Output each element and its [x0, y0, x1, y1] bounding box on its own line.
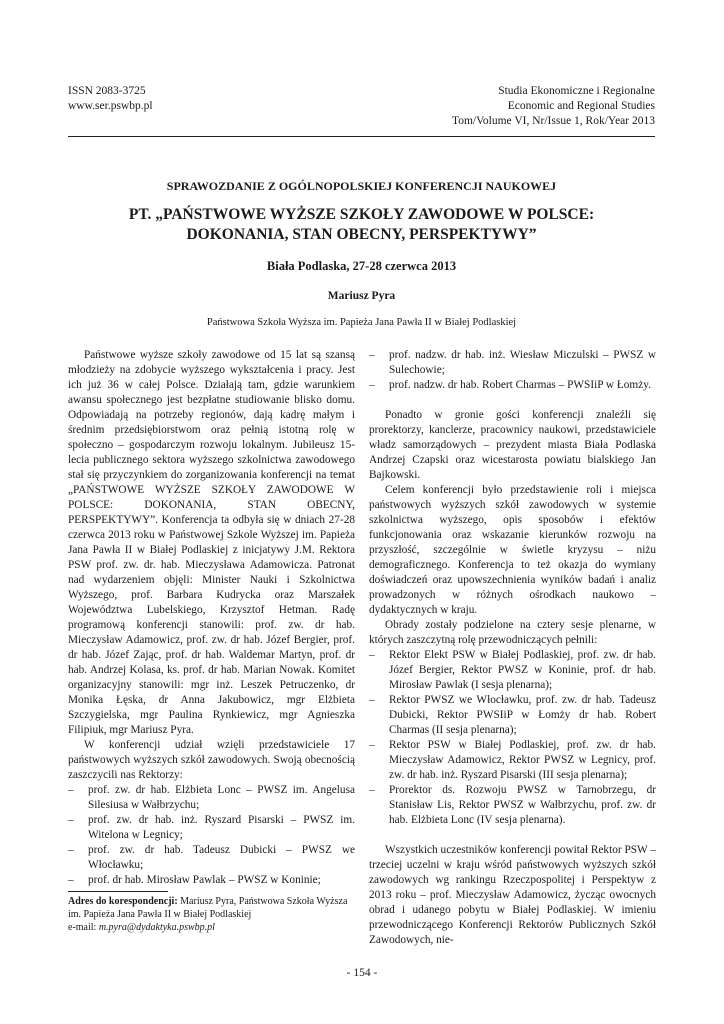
- author-affiliation: Państwowa Szkoła Wyższa im. Papieża Jana Pawła II w Białej Podlaskiej: [206, 317, 517, 328]
- list-item: – prof. zw. dr hab. inż. Ryszard Pisarski – PWSZ im. Witelona w Legnicy;: [68, 814, 355, 841]
- place-date: Biała Podlaska, 27-28 czerwca 2013: [266, 259, 457, 273]
- header-left: [68, 84, 153, 114]
- list-item: – Rektor Elekt PSW w Białej Podlaskiej, prof. zw. dr hab. Józef Bergier, Rektor PWSZ w Koninie, prof. dr hab. Mirosław Pawlak (I sesja plenarna);: [369, 649, 656, 691]
- email-label: e-mail:: [68, 922, 97, 933]
- correspondence-footnote: [68, 895, 358, 934]
- list-item: – Rektor PSW w Białej Podlaskiej, prof. zw. dr hab. Mieczysław Adamowicz, Rektor PWSZ w Legnicy, prof. zw. dr hab. inż. Ryszard Pisarski (III sesja plenarna);: [369, 739, 656, 781]
- dash-marker: –: [68, 844, 74, 856]
- author-name: Mariusz Pyra: [327, 290, 396, 302]
- dash-marker: –: [369, 649, 375, 661]
- list-item: – prof. nadzw. dr hab. inż. Wiesław Miczulski – PWSZ w Sulechowie;: [369, 349, 656, 376]
- volume-info: Tom/Volume VI, Nr/Issue 1, Rok/Year 2013: [451, 115, 655, 127]
- article-title: [68, 205, 655, 245]
- dash-marker: –: [68, 874, 74, 886]
- paragraph-guests: Ponadto w gronie gości konferencji znaleźli się prorektorzy, kanclerze, pracownicy naukowi, przedstawiciele władz samorządowych – prezydent miasta Biała Podlaska Andrzej Czapski oraz wicestarosta powiatu bialskiego Jan Bajkowski.: [369, 409, 656, 481]
- issn: ISSN 2083-3725: [68, 85, 146, 97]
- footnote-label: Adres do korespondencji:: [68, 896, 178, 907]
- list-item: – Prorektor ds. Rozwoju PWSZ w Tarnobrzegu, dr Stanisław Lis, Rektor PWSZ w Wałbrzychu, prof. zw. dr hab. Elżbieta Lonc (IV sesja plenarna).: [369, 784, 656, 826]
- footnote-divider: [68, 891, 168, 892]
- paragraph-welcome: Wszystkich uczestników konferencji powitał Rektor PSW – trzeciej uczelni w kraju wśród państwowych wyższych szkół zawodowych wg rankingu Rzeczpospolitej i Perspektyw z 2013 roku – prof. Mieczysław Adamowicz, życząc owocnych obrad i udanego pobytu w Białej Podlaskiej. W imieniu przewodniczącego Konferencji Rektorów Publicznych Szkół Zawodowych, nie-: [369, 844, 656, 946]
- website-link[interactable]: www.ser.pswbp.pl: [68, 100, 153, 112]
- journal-name-pl: Studia Ekonomiczne i Regionalne: [498, 85, 655, 97]
- list-item: – prof. nadzw. dr hab. Robert Charmas – PWSIiP w Łomży.: [369, 379, 651, 391]
- list-item: – Rektor PWSZ we Włocławku, prof. zw. dr hab. Tadeusz Dubicki, Rektor PWSIiP w Łomży dr hab. Robert Charmas (II sesja plenarna);: [369, 694, 656, 736]
- email-link[interactable]: m.pyra@dydaktyka.pswbp.pl: [98, 922, 215, 933]
- dash-marker: –: [369, 694, 375, 706]
- dash-marker: –: [369, 349, 375, 361]
- dash-marker: –: [369, 379, 375, 391]
- dash-marker: –: [369, 739, 375, 751]
- list-item: – prof. zw. dr hab. Elżbieta Lonc – PWSZ im. Angelusa Silesiusa w Wałbrzychu;: [68, 784, 355, 811]
- journal-name-en: Economic and Regional Studies: [507, 100, 655, 112]
- dash-marker: –: [369, 784, 375, 796]
- right-column: [369, 348, 656, 948]
- rectors-list: [68, 783, 355, 888]
- dash-marker: –: [68, 814, 74, 826]
- dash-marker: –: [68, 784, 74, 796]
- paragraph-intro: Państwowe wyższe szkoły zawodowe od 15 lat są szansą młodzieży na zdobycie wyższego wykształcenia i pracy. Jest ich już 36 w całej Polsce. Działają tam, gdzie warunkiem awansu społecznego jest bezpłatne studiowanie blisko domu. Odpowiadają na potrzeby regionów, dają kadrę małym i średnim przedsiębiorstwom oraz pełnią istotną rolę w społeczno – gospodarczym rozwoju lokalnym. Jubileusz 15-lecia publicznego sektora wyższego szkolnictwa zawodowego stał się przyczynkiem do zorganizowania konferencji na temat „PAŃSTWOWE WYŻSZE SZKOŁY ZAWODOWE W POLSCE: DOKONANIA, STAN OBECNY, PERSPEKTYWY”. Konferencja ta odbyła się w dniach 27-28 czerwca 2013 roku w Państwowej Szkole Wyższej im. Papieża Jana Pawła II w Białej Podlaskiej z inicjatywy J.M. Rektora PSW prof. zw. dr. hab. Mieczysława Adamowicza. Patronat nad wydarzeniem objęli: Minister Nauki i Szkolnictwa Wyższego, prof. Barbara Kudrycka oraz Marszałek Województwa Lubelskiego, Krzysztof Hetman. Radę programową konferencji stanowili: prof. zw. dr hab. Mieczysław Adamowicz, prof. zw. dr hab. Józef Bergier, prof. dr hab. Józef Zając, prof. dr hab. Waldemar Martyn, prof. dr hab. Andrzej Kolasa, ks. prof. dr hab. Marian Nowak. Komitet organizacyjny stanowili: mgr inż. Leszek Petruczenko, dr Monika Łęska, dr Anna Jakubowicz, mgr Elżbieta Szczygielska, mgr Paulina Rynkiewicz, mgr Agnieszka Filipiuk, mgr Mariusz Pyra.: [68, 349, 355, 736]
- rectors-list-continued: [369, 348, 656, 393]
- paragraph-sessions: Obrady zostały podzielone na cztery sesje plenarne, w których zaszczytną rolę przewodniczących pełnili:: [369, 619, 656, 646]
- page-number: - 154 -: [346, 967, 378, 979]
- paragraph-participants: W konferencji udział wzięli przedstawiciele 17 państwowych wyższych szkół zawodowych. Swoją obecnością zaszczycili nas Rektorzy:: [68, 739, 355, 781]
- section-heading: SPRAWOZDANIE Z OGÓLNOPOLSKIEJ KONFERENCJI NAUKOWEJ: [166, 179, 557, 193]
- title-line-2: DOKONANIA, STAN OBECNY, PERSPEKTYWY”: [186, 226, 537, 243]
- header-right: [452, 84, 655, 129]
- paragraph-goal: Celem konferencji było przedstawienie roli i miejsca państwowych wyższych szkół zawodowych w systemie szkolnictwa wyższego, opis sposobów i efektów funkcjonowania oraz wskazanie kierunków rozwoju na przyszłość, szczególnie w świetle kryzysu – niżu demograficznego. Konferencja to też okazja do wymiany doświadczeń oraz upowszechnienia wyników badań i analiz prowadzonych w różnych ośrodkach naukowo – dydaktycznych w kraju.: [369, 484, 656, 616]
- chairs-list: [369, 648, 656, 828]
- left-column: [68, 348, 355, 888]
- list-item: – prof. zw. dr hab. Tadeusz Dubicki – PWSZ we Włocławku;: [68, 844, 355, 871]
- title-line-1: PT. „PAŃSTWOWE WYŻSZE SZKOŁY ZAWODOWE W POLSCE:: [128, 206, 595, 223]
- footnote-text: Mariusz Pyra, Państwowa Szkoła Wyższa im. Papieża Jana Pawła II w Białej Podlaskiej: [68, 896, 348, 920]
- header-divider: [68, 136, 655, 137]
- list-item: – prof. dr hab. Mirosław Pawlak – PWSZ w Koninie;: [68, 874, 321, 886]
